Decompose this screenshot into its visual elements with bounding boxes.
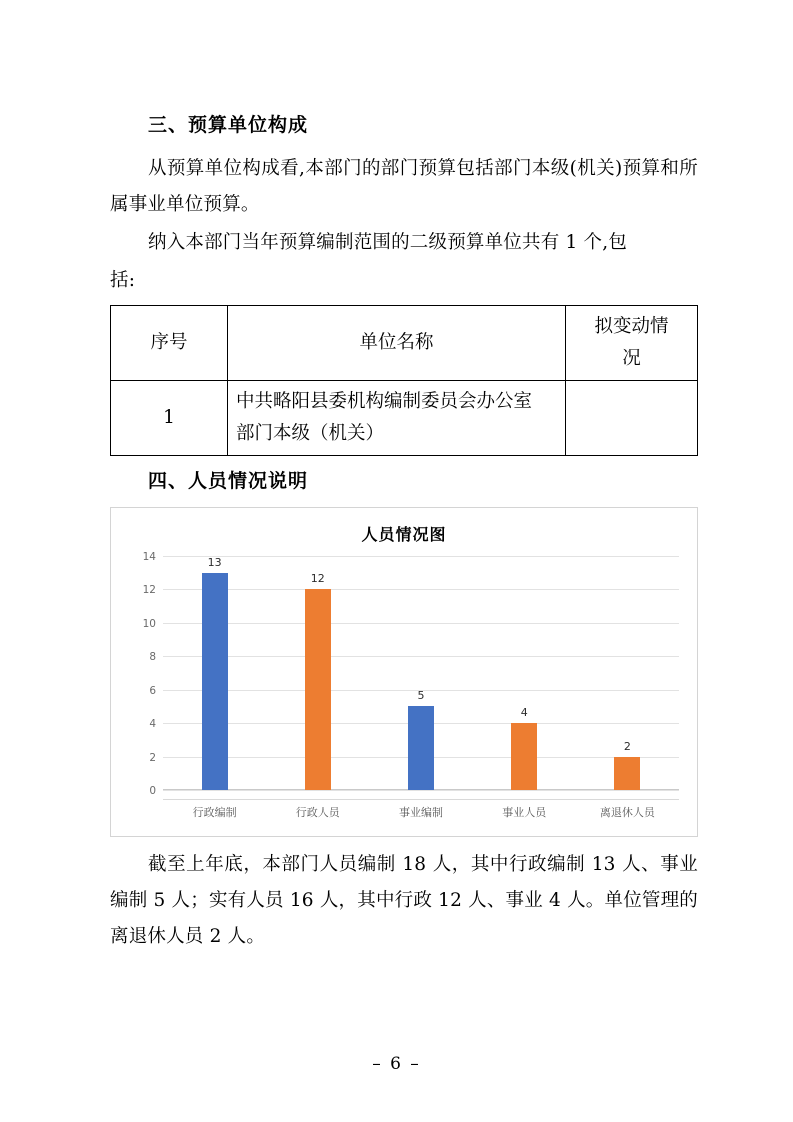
chart-x-tick-label: 行政人员 [295,806,340,819]
chart-y-tick: 10 [142,617,156,630]
chart-bar-slot [266,556,369,790]
chart-bar-value-label: 5 [417,689,425,703]
section3-paragraph-1: 从预算单位构成看,本部门的部门预算包括部门本级(机关)预算和所属事业单位预算。 [110,158,698,215]
chart-x-axis-separator [163,799,679,800]
chart-x-tick-label: 离退休人员 [599,806,655,819]
chart-bar-value-label: 12 [310,572,325,586]
section-heading-3: 三、预算单位构成 [148,114,309,136]
chart-bar [614,739,640,790]
section4-paragraph-1: 截至上年底，本部门人员编制 18 人，其中行政编制 13 人、事业编制 5 人；实有人员 16 人，其中行政 12 人、事业 4 人。单位管理的离退休人员 2 人。 [110,854,698,947]
row-no: 1 [111,381,228,456]
chart-x-tick-labels [163,804,679,820]
row-unit-name-line2: 部门本级（机关） [236,423,385,444]
chart-x-tick-label: 事业编制 [399,806,443,819]
section3-paragraph-2-cont: 括: [110,270,136,291]
table-header-change [566,306,698,381]
chart-bars [163,556,679,790]
chart-bar-slot [163,556,266,790]
chart-y-tick: 0 [149,785,156,797]
chart-bar [408,689,434,790]
page-footer: – 6 – [372,1054,421,1074]
row-unit-name [228,381,566,456]
row-unit-name-line1: 中共略阳县委机构编制委员会办公室 [236,391,533,412]
chart-bar-value-label: 13 [207,555,222,569]
chart-bar-slot [369,556,472,790]
chart-y-tick: 2 [149,751,156,764]
table-header-row [111,306,698,381]
chart-title: 人员情况图 [361,525,447,544]
chart-plot-area [142,551,679,797]
chart-y-tick: 4 [149,718,156,731]
personnel-bar-chart [110,507,698,837]
budget-unit-table [110,305,698,456]
chart-bar-slot [473,556,576,790]
row-change [566,381,698,456]
section3-paragraph-2: 纳入本部门当年预算编制范围的二级预算单位共有 1 个,包 [148,232,628,253]
table-header-change-line1: 拟变动情 [594,316,669,337]
chart-y-tick: 12 [142,584,156,597]
chart-bar [202,555,228,790]
chart-bar-value-label: 2 [623,739,631,753]
section-heading-4: 四、人员情况说明 [148,470,309,492]
table-row [111,381,698,456]
table-header-no: 序号 [111,306,228,381]
chart-bar-slot [576,556,679,790]
chart-bar-value-label: 4 [520,706,528,720]
chart-y-tick: 6 [149,684,156,697]
chart-y-tick: 8 [149,651,156,664]
chart-y-tick: 14 [142,551,156,563]
chart-bar [305,572,331,790]
chart-x-tick-label: 行政编制 [192,806,237,819]
chart-x-tick-label: 事业人员 [502,806,547,819]
chart-gridline [149,785,679,797]
table-header-unit-name: 单位名称 [228,306,566,381]
chart-bar [511,706,537,790]
table-header-change-line2: 况 [622,348,641,369]
